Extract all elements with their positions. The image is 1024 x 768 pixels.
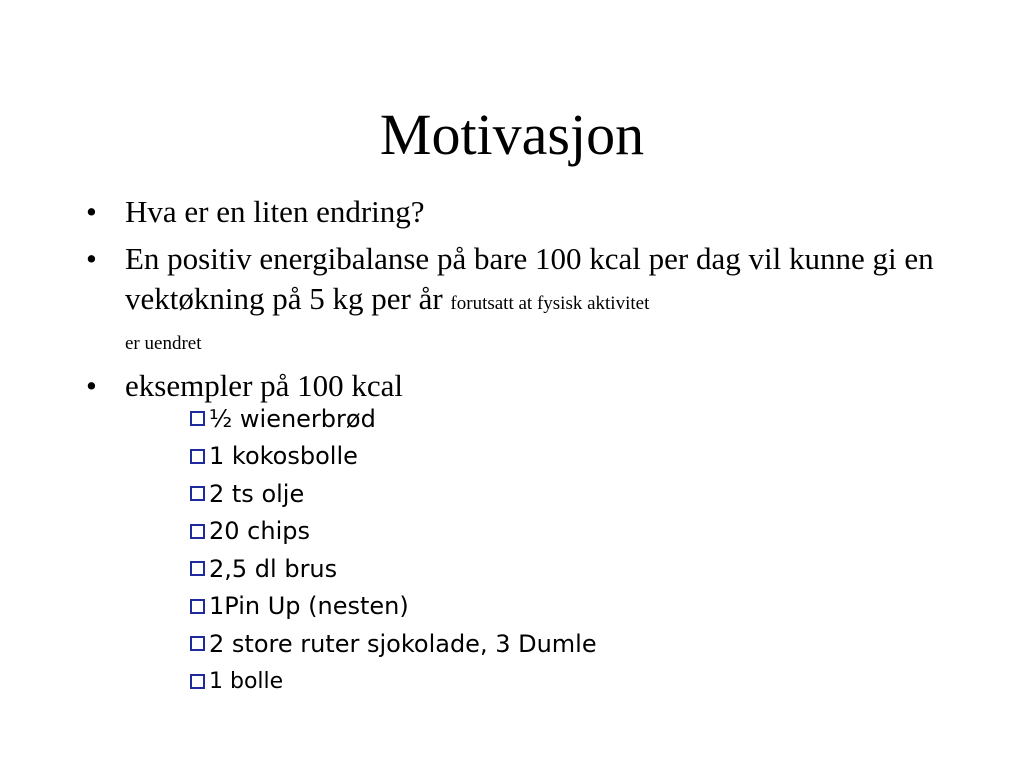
example-text: 2,5 dl brus	[209, 554, 338, 583]
bullet-note: forutsatt at fysisk aktivitet	[450, 293, 650, 314]
hollow-square-icon	[190, 486, 205, 501]
example-text: 1 bolle	[209, 668, 284, 694]
example-item	[190, 550, 597, 588]
example-item	[190, 663, 597, 701]
bullet-dot-icon: •	[86, 368, 97, 403]
example-text: 2 ts olje	[209, 479, 305, 508]
bullet-text: Hva er en liten endring?	[125, 194, 425, 229]
example-item	[190, 400, 597, 438]
example-text: 1Pin Up (nesten)	[209, 592, 409, 621]
example-item	[190, 513, 597, 551]
example-item	[190, 438, 597, 476]
bullet-note-continued: er uendret	[125, 333, 202, 354]
bullet-dot-icon: •	[86, 194, 97, 229]
example-text: ½ wienerbrød	[209, 404, 376, 433]
example-list	[190, 400, 597, 700]
hollow-square-icon	[190, 599, 205, 614]
bullet-item	[86, 239, 946, 359]
main-bullet-list	[86, 192, 946, 413]
hollow-square-icon	[190, 449, 205, 464]
bullet-item	[86, 192, 946, 232]
hollow-square-icon	[190, 524, 205, 539]
example-text: 1 kokosbolle	[209, 442, 358, 471]
example-item	[190, 625, 597, 663]
example-text: 20 chips	[209, 517, 310, 546]
bullet-dot-icon: •	[86, 241, 97, 276]
hollow-square-icon	[190, 636, 205, 651]
bullet-text: En positiv energibalanse på bare 100 kcal per dag vil kunne gi en vektøkning på 5 kg per år	[125, 241, 934, 316]
hollow-square-icon	[190, 561, 205, 576]
bullet-text: eksempler på 100 kcal	[125, 368, 404, 403]
example-item	[190, 475, 597, 513]
hollow-square-icon	[190, 674, 205, 689]
hollow-square-icon	[190, 411, 205, 426]
example-item	[190, 588, 597, 626]
slide-title: Motivasjon	[379, 102, 645, 167]
example-text: 2 store ruter sjokolade, 3 Dumle	[209, 629, 597, 658]
